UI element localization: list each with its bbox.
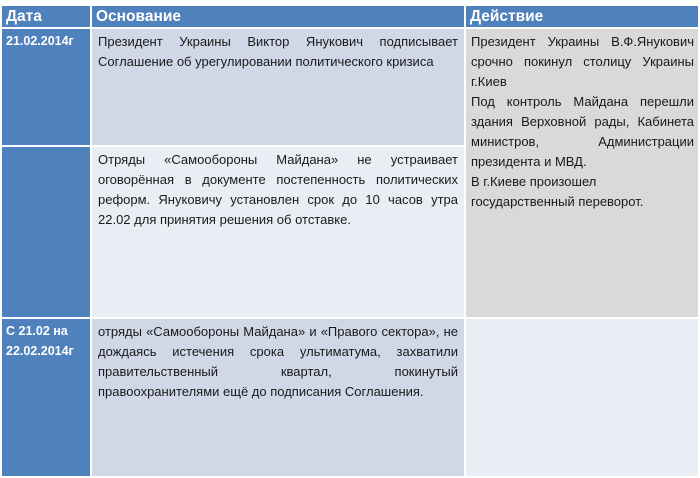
header-action: Действие bbox=[466, 6, 698, 27]
row-3-date: С 21.02 на 22.02.2014г bbox=[2, 319, 90, 476]
events-table bbox=[2, 6, 698, 476]
row-3-basis: отряды «Самообороны Майдана» и «Правого сектора», не дождаясь истечения срока ультиматума, захватили правительственный квартал, покинутый правоохранителями ещё до подписания Соглашения. bbox=[92, 319, 464, 476]
action-line-3: В г.Киеве произошел государственный переворот. bbox=[471, 174, 644, 209]
header-basis: Основание bbox=[92, 6, 464, 27]
action-cell bbox=[466, 29, 698, 317]
action-empty-cell bbox=[466, 319, 698, 476]
action-line-2: Под контроль Майдана перешли здания Верховной рады, Кабинета министров, Администрации президента и МВД. bbox=[471, 94, 694, 169]
row-2-basis: Отряды «Самообороны Майдана» не устраивает оговорённая в документе постепенность политических реформ. Януковичу установлен срок до 10 часов утра 22.02 для принятия решения об отставке. bbox=[92, 147, 464, 317]
row-2-date bbox=[2, 147, 90, 317]
action-line-1: Президент Украины В.Ф.Янукович срочно покинул столицу Украины г.Киев bbox=[471, 34, 694, 89]
row-1-basis: Президент Украины Виктор Янукович подписывает Соглашение об урегулировании политического кризиса bbox=[92, 29, 464, 145]
row-1-date: 21.02.2014г bbox=[2, 29, 90, 145]
header-date: Дата bbox=[2, 6, 90, 27]
